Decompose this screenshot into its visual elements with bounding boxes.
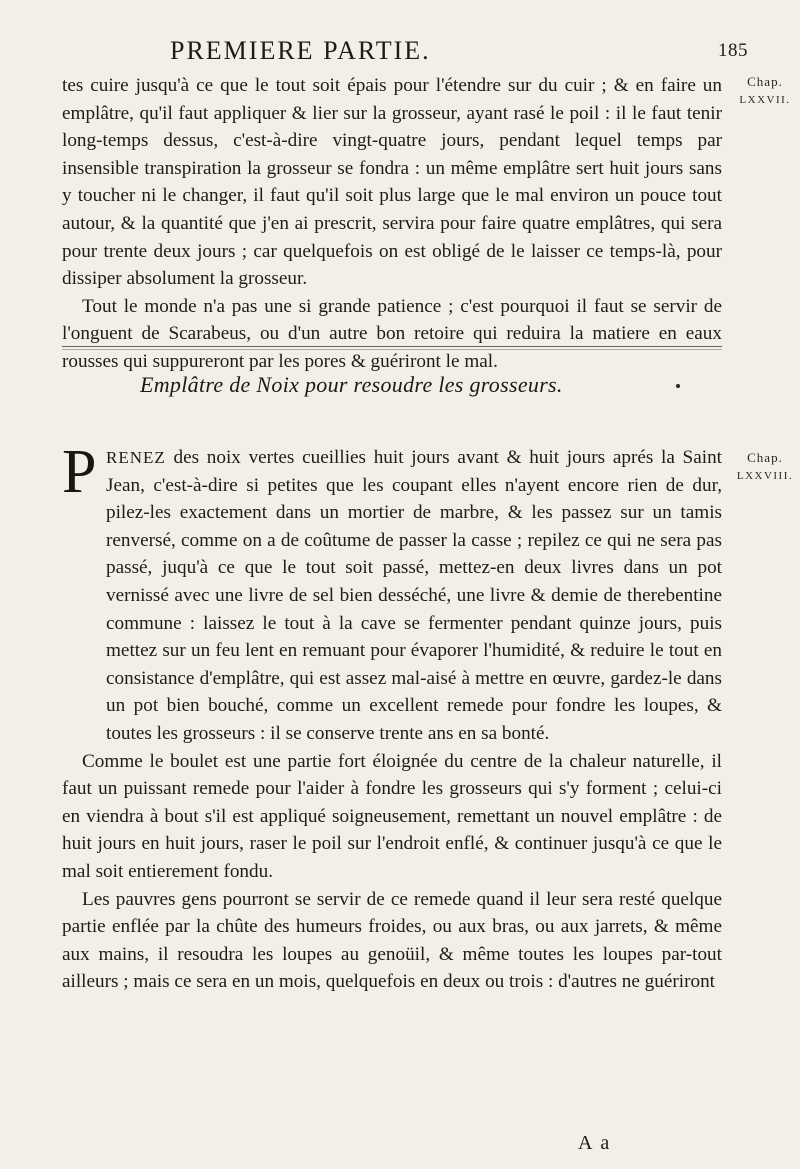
margin-note-number: LXXVIII. (736, 470, 794, 482)
section-1-text (62, 72, 722, 376)
page-number: 185 (718, 40, 748, 61)
margin-note-chapter-78 (735, 449, 795, 485)
running-header-title: PREMIERE PARTIE. (170, 36, 431, 65)
paragraph (62, 438, 722, 748)
lead-word: RENEZ (106, 448, 166, 467)
margin-note-label: Chap. (747, 450, 783, 465)
section-divider-shadow (62, 349, 722, 350)
margin-note-chapter-77 (735, 73, 795, 109)
drop-cap: P (62, 438, 97, 506)
margin-note-label: Chap. (747, 74, 783, 89)
paragraph: Comme le boulet est une partie fort éloignée du centre de la chaleur naturelle, il faut un puissant remede pour l'aider à fondre les grosseurs qui s'y forment ; celui-ci en viendra à bout s'il est appliqué soigneusement, remettant un nouvel emplâtre : de huit jours en huit jours, raser le poil sur l'endroit enflé, & continuer jusqu'à ce que le mal soit entierement fondu. (62, 750, 722, 882)
paragraph: Les pauvres gens pourront se servir de ce remede quand il leur sera resté quelque partie enflée par la chûte des humeurs froides, ou aux bras, ou aux jarrets, & même aux mains, il resoudra les loupes au genoüil, & même toutes les loupes par-tout ailleurs ; mais ce sera en un mois, quelquefois en deux ou trois : d'autres ne guériront (62, 888, 722, 993)
section-divider (62, 346, 722, 347)
paragraph: tes cuire jusqu'à ce que le tout soit épais pour l'étendre sur du cuir ; & en faire un emplâtre, qu'il faut appliquer & lier sur la grosseur, ayant rasé le poil : il le faut tenir long-temps dessus, c'est-à-dire vingt-quatre jours, pendant lequel temps par insensible transpiration la grosseur se fondra : un même emplâtre sert huit jours sans y toucher ni le changer, il faut qu'il soit plus large que le mal environ un pouce tout autour, & la quantité que j'en ai prescrit, servira pour faire quatre emplâtres, qui sera pour trente deux jours ; car quelquefois on est obligé de le laisser ce temps-là, pour dissiper absolument la grosseur. (62, 75, 722, 290)
ornament-dot (676, 384, 680, 388)
section-2-text (62, 438, 722, 996)
catchword: A a (578, 1132, 612, 1154)
paragraph-body: des noix vertes cueillies huit jours avant & huit jours aprés la Saint Jean, c'est-à-dire si petites que les coupant elles n'ayent encore rien de dur, pilez-les exactement dans un mortier de marbre, & les passez sur un tamis renversé, comme on a de coûtume de passer la casse ; repilez ce qui ne sera pas passé, juqu'à ce que le tout soit passé, mettez-en deux livres dans un pot vernissé avec une livre de sel bien desséché, une livre & demie de therebentine commune : laissez le tout à la cave se fermenter pendant quinze jours, puis mettez sur un feu lent en remuant pour évaporer l'humidité, & reduire le tout en consistance d'emplâtre, qui est assez mal-aisé à mettre en œuvre, gardez-le dans un pot bien bouché, comme un excellent remede pour fondre les loupes, & toutes les grosseurs : il se conserve trente ans en sa bonté. (106, 447, 722, 744)
section-heading: Emplâtre de Noix pour resoudre les grosseurs. (140, 372, 563, 397)
paragraph: Tout le monde n'a pas une si grande patience ; c'est pourquoi il faut se servir de l'onguent de Scarabeus, ou d'un autre bon retoire qui reduira la matiere en eaux rousses qui suppureront par les pores & guériront le mal. (62, 295, 722, 372)
margin-note-number: LXXVII. (739, 94, 791, 106)
